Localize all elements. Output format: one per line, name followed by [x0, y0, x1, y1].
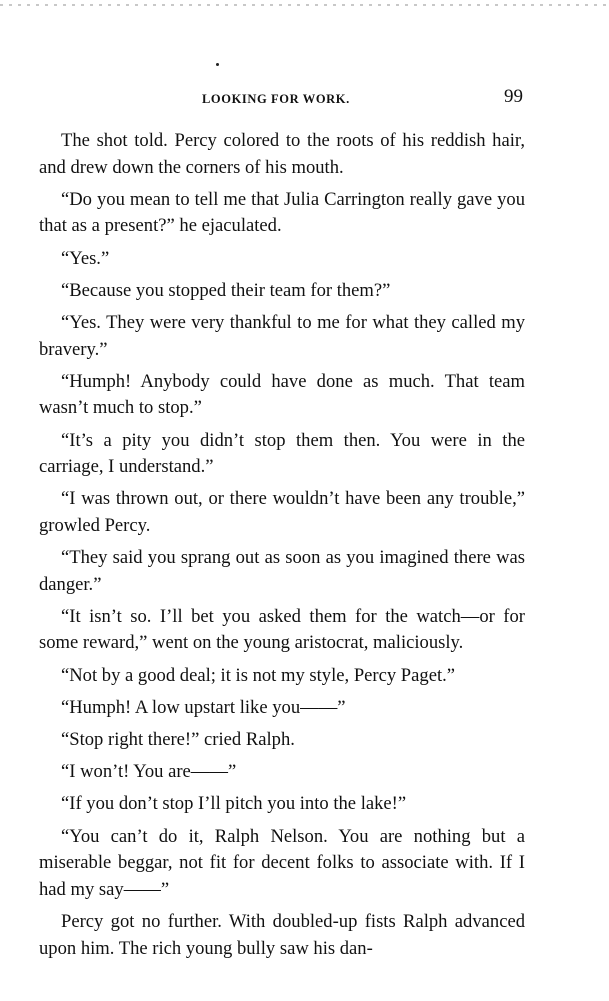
- paragraph: “Because you stopped their team for them?”: [61, 279, 391, 301]
- paragraph: “Humph! Anybody could have done as much. That team wasn’t much to stop.”: [39, 370, 525, 419]
- paragraph: “They said you sprang out as soon as you imagined there was danger.”: [39, 547, 525, 595]
- paragraph: “Not by a good deal; it is not my style, Percy Paget.”: [61, 664, 456, 686]
- body-text: [39, 128, 525, 962]
- paragraph: Percy got no further. With doubled-up fists Ralph advanced upon him. The rich young bully saw his dan-: [39, 910, 525, 959]
- paragraph: “Yes.”: [61, 247, 110, 269]
- paragraph: “You can’t do it, Ralph Nelson. You are nothing but a miserable beggar, not fit for decent folks to associate with. If I had my say——”: [39, 825, 525, 900]
- paragraph: “Yes. They were very thankful to me for what they called my bravery.”: [39, 311, 525, 360]
- ink-speck: [216, 63, 219, 66]
- running-head: [0, 86, 609, 116]
- page-number: 99: [504, 86, 523, 107]
- paragraph: “If you don’t stop I’ll pitch you into the lake!”: [61, 793, 407, 815]
- paragraph: “I won’t! You are——”: [61, 761, 237, 783]
- paragraph: “Humph! A low upstart like you——”: [61, 696, 346, 718]
- scan-artifact-line: [0, 4, 609, 6]
- paragraph: “It isn’t so. I’ll bet you asked them for the watch—or for some reward,” went on the young aristocrat, maliciously.: [39, 605, 525, 654]
- paragraph: “It’s a pity you didn’t stop them then. You were in the carriage, I understand.”: [39, 429, 525, 478]
- paragraph: “Stop right there!” cried Ralph.: [61, 729, 295, 750]
- paragraph: The shot told. Percy colored to the roots of his reddish hair, and drew down the corners of his mouth.: [39, 130, 525, 178]
- running-head-title: LOOKING FOR WORK.: [202, 92, 350, 106]
- paragraph: “I was thrown out, or there wouldn’t have been any trouble,” growled Percy.: [39, 488, 525, 536]
- paragraph: “Do you mean to tell me that Julia Carrington really gave you that as a present?” he ejaculated.: [39, 188, 525, 237]
